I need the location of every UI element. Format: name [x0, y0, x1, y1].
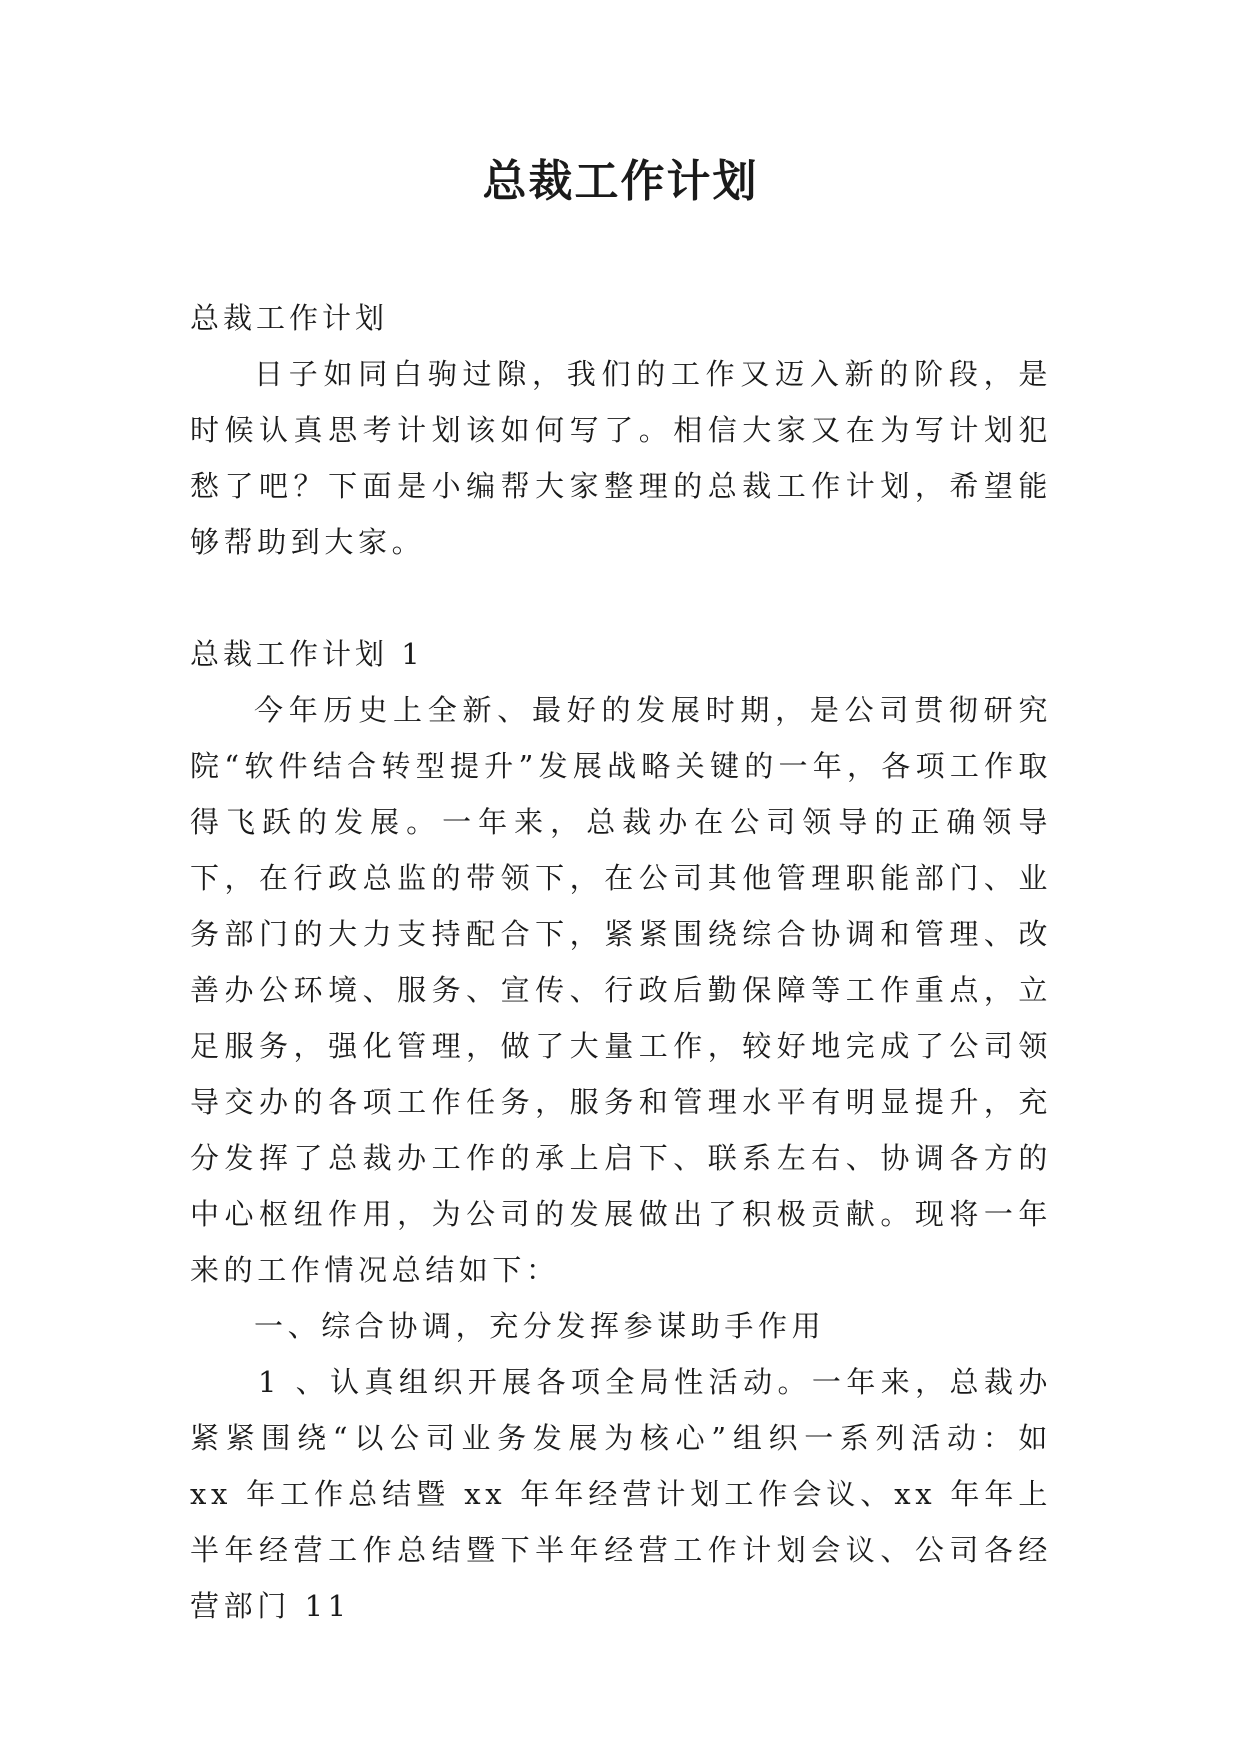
section-spacer: [190, 570, 1052, 626]
intro-paragraph: 日子如同白驹过隙，我们的工作又迈入新的阶段，是时候认真思考计划该如何写了。相信大家又在为写计划犯愁了吧？下面是小编帮大家整理的总裁工作计划，希望能够帮助到大家。: [190, 357, 1052, 559]
document-subtitle: 总裁工作计划: [190, 301, 389, 335]
document-title: 总裁工作计划: [482, 156, 759, 207]
section-paragraph: 今年历史上全新、最好的发展时期，是公司贯彻研究院“软件结合转型提升”发展战略关键的一年，各项工作取得飞跃的发展。一年来，总裁办在公司领导的正确领导下，在行政总监的带领下，在公司其他管理职能部门、业务部门的大力支持配合下，紧紧围绕综合协调和管理、改善办公环境、服务、宣传、行政后勤保障等工作重点，立足服务，强化管理，做了大量工作，较好地完成了公司领导交办的各项工作任务，服务和管理水平有明显提升，充分发挥了总裁办工作的承上启下、联系左右、协调各方的中心枢纽作用，为公司的发展做出了积极贡献。现将一年来的工作情况总结如下：: [190, 693, 1052, 1287]
list-item-paragraph: 1 、认真组织开展各项全局性活动。一年来，总裁办紧紧围绕“以公司业务发展为核心”组织一系列活动：如 xx 年工作总结暨 xx 年年经营计划工作会议、xx 年年上半年经营工作总结暨下半年经营工作计划会议、公司各经营部门 11: [190, 1365, 1052, 1623]
document-body: [190, 290, 1052, 1634]
subheading: 一、综合协调，充分发挥参谋助手作用: [254, 1309, 826, 1343]
section-heading: 总裁工作计划 1: [190, 637, 424, 671]
